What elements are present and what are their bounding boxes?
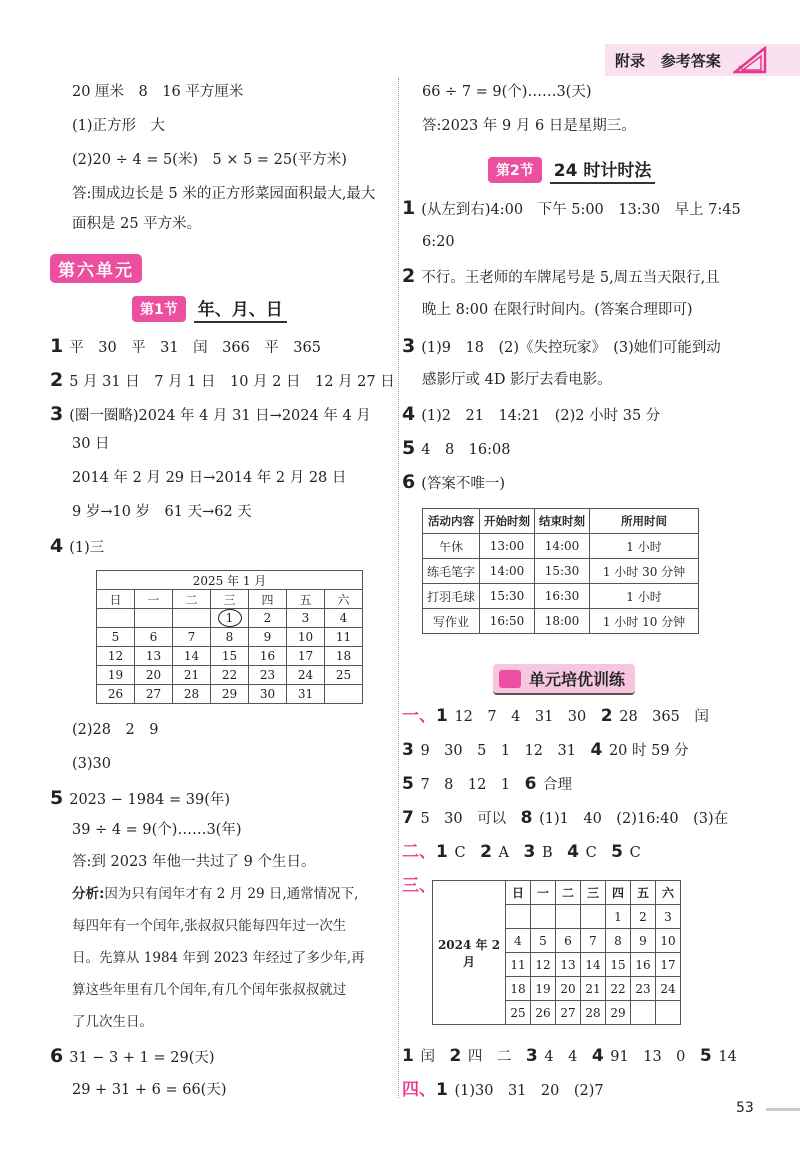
question-1: 1 平 30 平 31 闰 366 平 365 [50,335,321,357]
weekday-cell: 三 [211,590,249,609]
answer-line: 面积是 25 平方米。 [72,216,202,232]
analysis-line: 每四年有一个闰年,张叔叔只能每四年过一次生 [72,918,347,934]
answer-line: (2)28 2 9 [72,722,159,738]
training-line-6: 三、 [402,876,436,896]
question-6: 6 31 − 3 + 1 = 29(天) [50,1045,215,1067]
date-cell: 18 [325,647,363,666]
date-cell: 23 [249,666,287,685]
calendar-month-label: 2024 年 2 月 [433,881,506,1025]
answer-line: (2)20 ÷ 4 = 5(米) 5 × 5 = 25(平方米) [72,152,347,168]
answer-line: 29 + 31 + 6 = 66(天) [72,1082,227,1098]
unit-training-header [493,664,635,695]
chart-icon [499,670,521,688]
date-cell: 14 [173,647,211,666]
date-cell: 11 [506,953,531,977]
header-appendix: 附录 [615,52,646,70]
date-cell: 12 [97,647,135,666]
date-cell: 26 [531,1001,556,1025]
table-cell: 写作业 [423,609,480,634]
date-cell [631,1001,656,1025]
answer-line: 66 ÷ 7 = 9(个)……3(天) [422,84,592,100]
date-cell: 16 [249,647,287,666]
question-2: 2 5 月 31 日 7 月 1 日 10 月 2 日 12 月 27 日 [50,369,395,391]
date-cell: 12 [531,953,556,977]
analysis-line: 日。先算从 1984 年到 2023 年经过了多少年,再 [72,950,365,966]
date-cell: 9 [631,929,656,953]
column-header: 活动内容 [423,509,480,534]
date-cell: 4 [325,609,363,628]
date-cell [211,609,249,628]
table-cell: 18:00 [535,609,590,634]
page-number: 53 [736,1100,754,1116]
unit-training-title: 单元培优训练 [529,670,626,689]
date-cell: 25 [325,666,363,685]
column-header: 开始时刻 [480,509,535,534]
weekday-cell: 四 [606,881,631,905]
date-cell: 6 [135,628,173,647]
date-cell [325,685,363,704]
date-cell: 1 [606,905,631,929]
date-cell: 22 [606,977,631,1001]
analysis-line: 算这些年里有几个闰年,有几个闰年张叔叔就过 [72,982,347,998]
calendar-2024-feb [432,880,681,1025]
weekday-cell: 二 [556,881,581,905]
date-cell: 27 [135,685,173,704]
date-cell [135,609,173,628]
analysis-line: 了几次生日。 [72,1014,153,1030]
answer-line: 感影厅或 4D 影厅去看电影。 [422,372,612,388]
date-cell: 18 [506,977,531,1001]
weekday-cell: 六 [325,590,363,609]
column-divider [398,78,399,1098]
question-3: 3 (1)9 18 (2)《失控玩家》 (3)她们可能到动 [402,335,721,357]
date-cell: 21 [173,666,211,685]
activity-table [422,508,699,634]
date-cell: 5 [531,929,556,953]
table-cell: 1 小时 [590,584,699,609]
answer-line: 晚上 8:00 在限行时间内。(答案合理即可) [422,302,693,318]
weekday-cell: 一 [531,881,556,905]
answer-line: 9 岁→10 岁 61 天→62 天 [72,504,252,520]
column-header: 所用时间 [590,509,699,534]
table-cell: 16:50 [480,609,535,634]
ruler-triangle-icon [733,46,767,74]
date-cell: 16 [631,953,656,977]
question-3: 3 (圈一圈略)2024 年 4 月 31 日→2024 年 4 月 [50,403,371,425]
weekday-cell: 日 [97,590,135,609]
answer-line: 答:围成边长是 5 米的正方形菜园面积最大,最大 [72,186,376,202]
date-cell: 25 [506,1001,531,1025]
date-cell: 26 [97,685,135,704]
date-cell: 6 [556,929,581,953]
unit-title: 第六单元 [50,254,142,283]
table-cell: 1 小时 10 分钟 [590,609,699,634]
table-row [423,609,699,634]
table-cell: 午休 [423,534,480,559]
date-cell: 28 [173,685,211,704]
date-cell: 21 [581,977,606,1001]
answer-line: 6:20 [422,234,455,250]
header-title [615,50,721,71]
date-cell: 22 [211,666,249,685]
date-cell: 17 [287,647,325,666]
date-cell: 19 [97,666,135,685]
date-cell: 15 [211,647,249,666]
question-4: 4 (1)2 21 14:21 (2)2 小时 35 分 [402,403,661,425]
training-line-4: 7 5 30 可以 8 (1)1 40 (2)16:40 (3)在 [402,808,729,828]
date-cell [173,609,211,628]
section-title: 24 时计时法 [550,156,656,184]
date-cell: 13 [556,953,581,977]
answer-line: 答:到 2023 年他一共过了 9 个生日。 [72,854,316,870]
date-cell: 2 [249,609,287,628]
question-5: 5 2023 − 1984 = 39(年) [50,787,231,809]
table-cell: 练毛笔字 [423,559,480,584]
date-cell: 20 [135,666,173,685]
date-cell [506,905,531,929]
training-line-8: 四、1 (1)30 31 20 (2)7 [402,1080,604,1100]
date-cell: 8 [606,929,631,953]
question-6: 6 (答案不唯一) [402,471,506,493]
date-cell: 14 [581,953,606,977]
section-title: 年、月、日 [194,295,287,323]
answer-line: (1)正方形 大 [72,118,166,134]
calendar-2025-jan [96,570,363,704]
date-cell [581,905,606,929]
date-cell: 9 [249,628,287,647]
table-cell: 1 小时 [590,534,699,559]
training-line-5: 二、1 C 2 A 3 B 4 C 5 C [402,842,641,862]
answer-line: 答:2023 年 9 月 6 日是星期三。 [422,118,636,134]
training-line-2: 3 9 30 5 1 12 31 4 20 时 59 分 [402,740,689,760]
table-cell: 1 小时 30 分钟 [590,559,699,584]
training-line-1: 一、1 12 7 4 31 30 2 28 365 闰 [402,706,709,726]
section-tag: 第2节 [488,157,542,183]
table-cell: 14:00 [535,534,590,559]
table-cell: 14:00 [480,559,535,584]
date-cell [556,905,581,929]
training-line-3: 5 7 8 12 1 6 合理 [402,774,573,794]
question-1: 1 (从左到右)4:00 下午 5:00 13:30 早上 7:45 [402,197,741,219]
answer-line: 2014 年 2 月 29 日→2014 年 2 月 28 日 [72,470,347,486]
date-cell: 17 [656,953,681,977]
date-cell [531,905,556,929]
section-2-header [488,156,655,184]
table-row [423,584,699,609]
weekday-cell: 一 [135,590,173,609]
circled-date: 1 [218,609,242,627]
date-cell: 23 [631,977,656,1001]
date-cell: 10 [287,628,325,647]
page-number-bar [766,1108,800,1111]
column-header: 结束时刻 [535,509,590,534]
table-cell: 打羽毛球 [423,584,480,609]
date-cell: 29 [606,1001,631,1025]
answer-line: 30 日 [72,436,110,452]
answer-line: 20 厘米 8 16 平方厘米 [72,84,244,100]
date-cell: 3 [287,609,325,628]
date-cell: 7 [581,929,606,953]
analysis-label: 分析: [72,886,105,902]
section-tag: 第1节 [132,296,186,322]
section-1-header [132,295,287,323]
header-answers: 参考答案 [660,52,721,70]
weekday-cell: 二 [173,590,211,609]
date-cell: 20 [556,977,581,1001]
date-cell: 3 [656,905,681,929]
question-2: 2 不行。王老师的车牌尾号是 5,周五当天限行,且 [402,265,720,287]
date-cell: 4 [506,929,531,953]
question-4: 4 (1)三 [50,535,105,557]
weekday-cell: 五 [287,590,325,609]
table-cell: 15:30 [480,584,535,609]
date-cell: 2 [631,905,656,929]
weekday-cell: 六 [656,881,681,905]
date-cell: 24 [656,977,681,1001]
date-cell: 10 [656,929,681,953]
training-line-7: 1 闰 2 四 二 3 4 4 4 91 13 0 5 14 [402,1046,737,1066]
table-row [423,534,699,559]
date-cell: 29 [211,685,249,704]
weekday-cell: 日 [506,881,531,905]
date-cell: 11 [325,628,363,647]
date-cell: 19 [531,977,556,1001]
date-cell: 27 [556,1001,581,1025]
weekday-cell: 五 [631,881,656,905]
date-cell: 28 [581,1001,606,1025]
weekday-cell: 三 [581,881,606,905]
date-cell: 13 [135,647,173,666]
answer-line: (3)30 [72,756,111,772]
date-cell [656,1001,681,1025]
date-cell: 5 [97,628,135,647]
weekday-cell: 四 [249,590,287,609]
date-cell: 24 [287,666,325,685]
table-row [423,559,699,584]
analysis-line: 分析:因为只有闰年才有 2 月 29 日,通常情况下, [72,886,359,902]
date-cell: 30 [249,685,287,704]
date-cell: 8 [211,628,249,647]
calendar-caption: 2025 年 1 月 [97,571,363,590]
date-cell: 31 [287,685,325,704]
table-cell: 16:30 [535,584,590,609]
date-cell: 15 [606,953,631,977]
table-cell: 13:00 [480,534,535,559]
date-cell: 7 [173,628,211,647]
date-cell [97,609,135,628]
table-cell: 15:30 [535,559,590,584]
answer-line: 39 ÷ 4 = 9(个)……3(年) [72,822,242,838]
question-5: 5 4 8 16:08 [402,437,511,459]
